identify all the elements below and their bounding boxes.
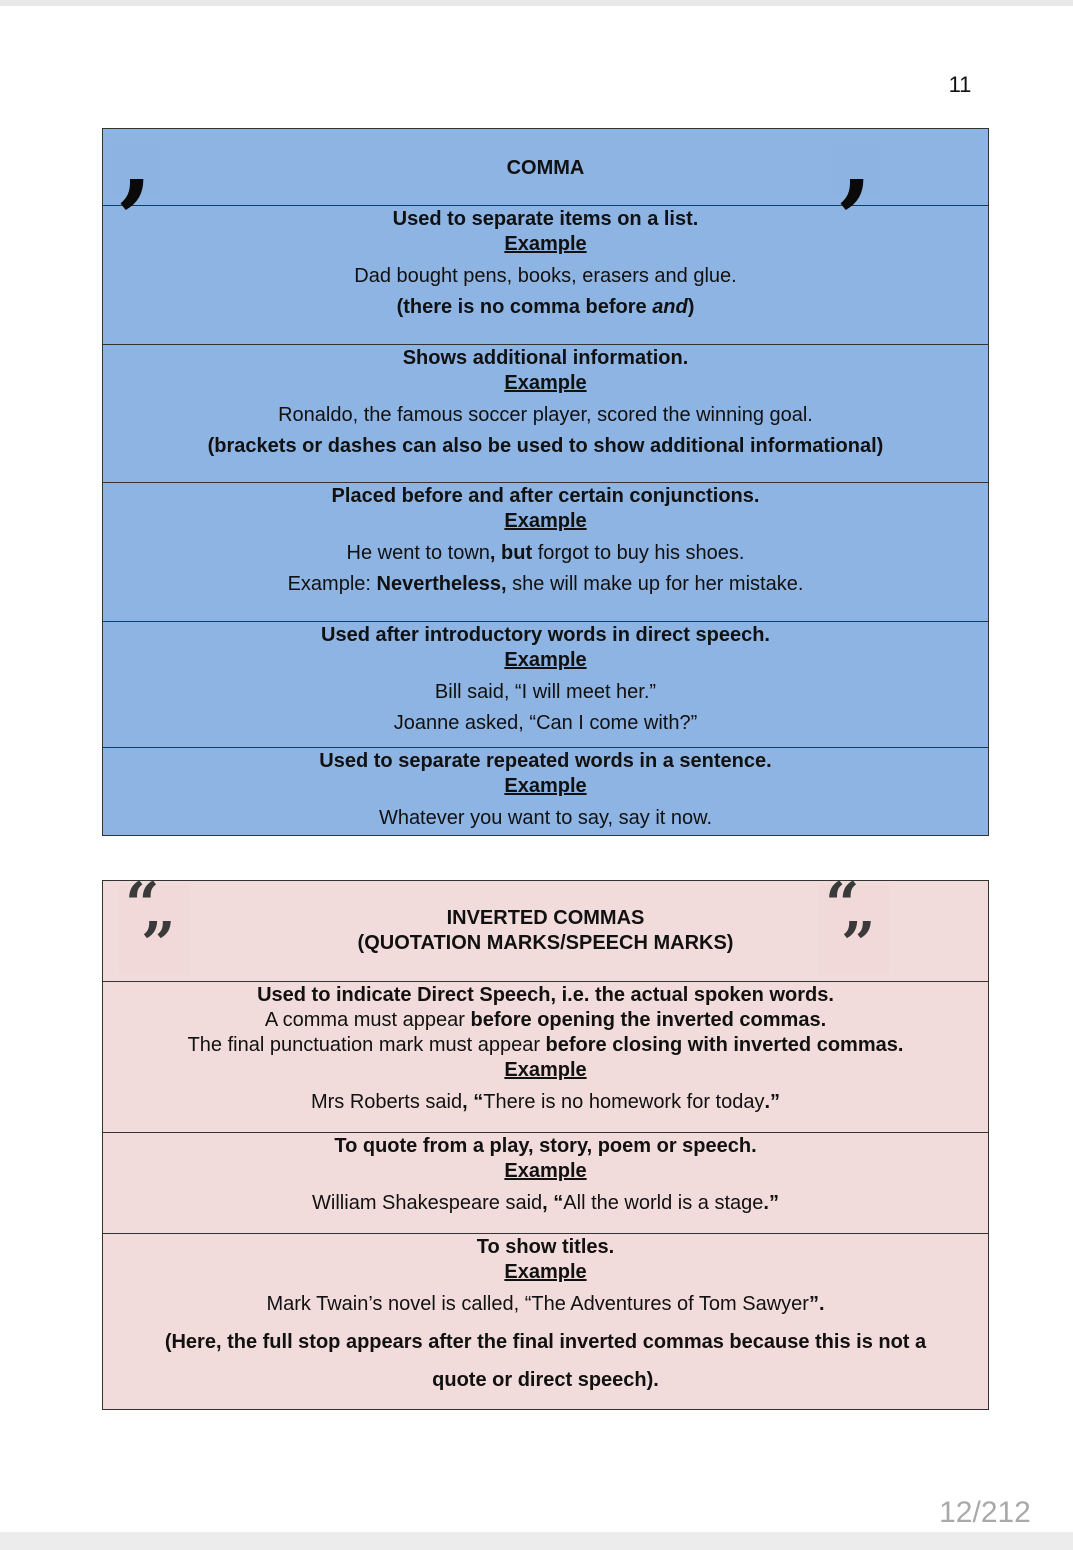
rule-heading: Shows additional information. [402,347,689,369]
open-quote-icon: “ [125,870,160,940]
viewer-top-bar [0,0,1073,6]
close-quote-icon: ” [141,910,176,980]
example-text: Ronaldo, the famous soccer player, scored the winning goal. [278,404,813,426]
quote-rule-direct-speech [103,982,988,1133]
rule-note: (Here, the full stop appears after the final inverted commas because this is not a [164,1331,927,1353]
comma-rule-additional [103,345,988,483]
quote-marks-icon-right [819,870,889,980]
example-label: Example [504,775,587,797]
example-text: Whatever you want to say, say it now. [378,807,713,829]
example-label: Example [504,649,587,671]
example-text: Dad bought pens, books, erasers and glue. [354,265,737,287]
example-label: Example [504,510,587,532]
comma-table [102,104,989,836]
example-label: Example [504,233,587,255]
comma-rule-list [103,206,988,345]
inverted-commas-table [102,870,989,1410]
rule-heading: Used to separate items on a list. [392,208,699,230]
page-number: 11 [948,72,972,97]
example-label: Example [504,1059,587,1081]
comma-title: COMMA [506,157,585,179]
rule-note: (there is no comma before and) [396,296,695,318]
example-text: Mrs Roberts said, “There is no homework for today.” [310,1091,781,1113]
rule-heading: Used to indicate Direct Speech, i.e. the actual spoken words. [257,984,834,1006]
rule-heading: Placed before and after certain conjunctions. [331,485,760,507]
close-quote-icon: ” [841,910,876,980]
rule-heading: To quote from a play, story, poem or speech. [334,1135,757,1157]
example-text: He went to town, but forgot to buy his shoes. [346,542,745,564]
example-label: Example [504,1160,587,1182]
rule-note-2: quote or direct speech). [432,1369,659,1391]
rule-heading: Used after introductory words in direct speech. [321,624,770,646]
rule-heading: To show titles. [476,1236,615,1258]
comma-rule-conjunctions [103,483,988,622]
rule-line-3: The final punctuation mark must appear before closing with inverted commas. [187,1034,904,1056]
inverted-commas-header [103,870,988,982]
comma-header [103,104,988,217]
rule-note: (brackets or dashes can also be used to show additional informational) [207,435,884,457]
example-text-2: Joanne asked, “Can I come with?” [393,712,698,734]
example-text: William Shakespeare said, “All the world is a stage.” [312,1192,779,1214]
example-text: Bill said, “I will meet her.” [434,681,657,703]
example-text: Mark Twain’s novel is called, “The Adventures of Tom Sawyer”. [266,1293,825,1315]
quote-rule-quote [103,1133,988,1234]
example-label: Example [504,372,587,394]
comma-rule-direct-speech [103,622,988,748]
rule-heading: Used to separate repeated words in a sentence. [319,750,772,772]
example-label: Example [504,1261,587,1283]
example-text-2: Example: Nevertheless, she will make up for her mistake. [287,573,804,595]
open-quote-icon: “ [825,870,860,940]
comma-icon-right [831,104,881,217]
rule-line-2: A comma must appear before opening the inverted commas. [264,1009,827,1031]
inverted-commas-title: INVERTED COMMAS (QUOTATION MARKS/SPEECH MARKS) [357,907,734,954]
page-counter: 12/212 [939,1496,1031,1529]
comma-rule-repeated [103,748,988,835]
viewer-bottom-bar [0,1532,1073,1550]
comma-glyph-icon: , [839,104,873,217]
quote-rule-titles [103,1234,988,1409]
comma-glyph-icon: , [119,104,153,217]
